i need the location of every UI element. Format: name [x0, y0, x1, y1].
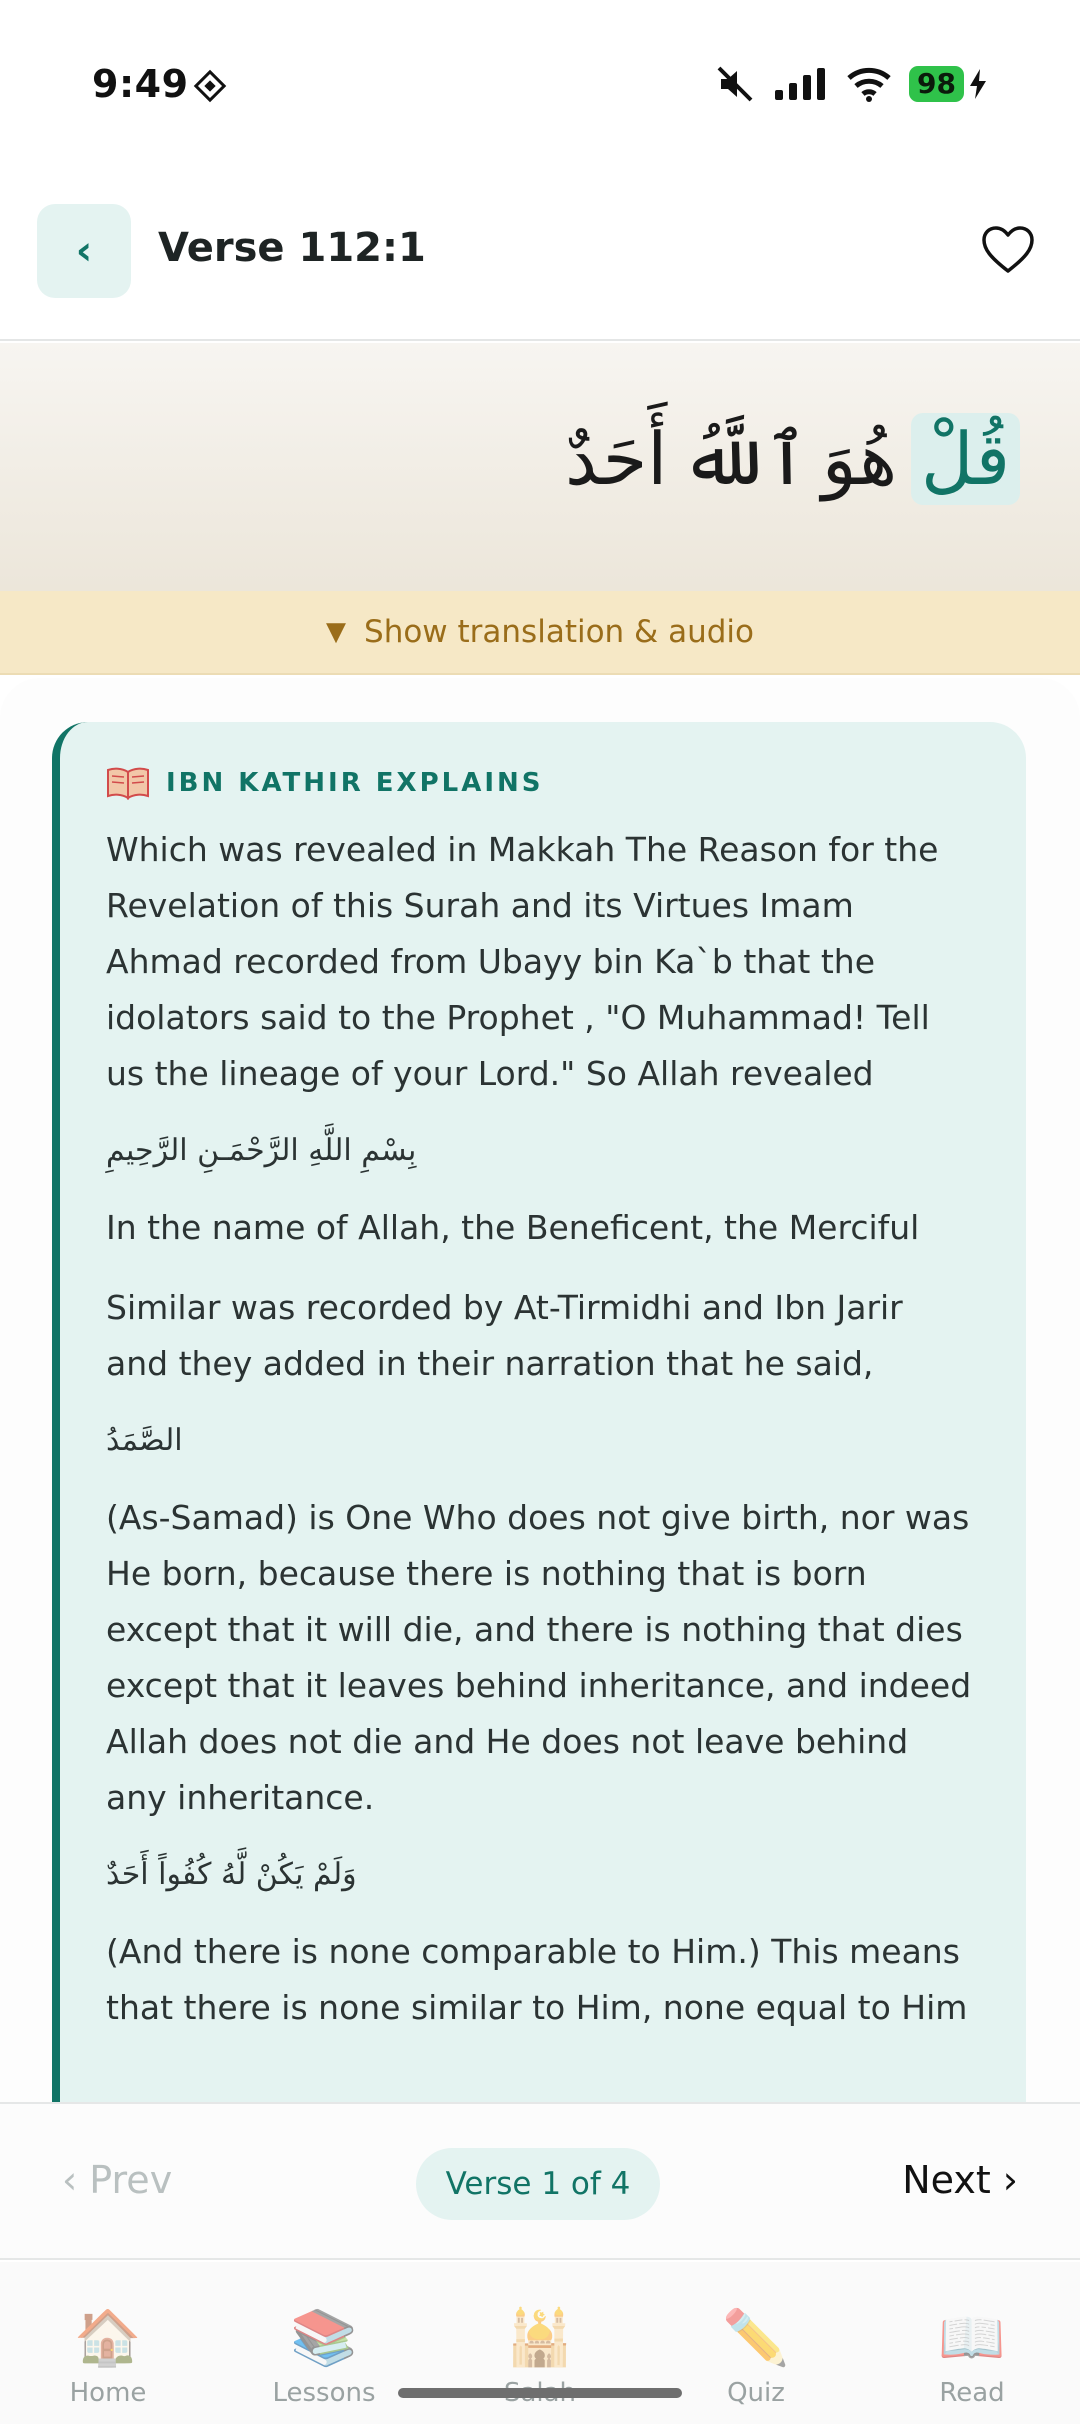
verse-position-badge: Verse 1 of 4 — [416, 2148, 660, 2220]
nav-label: Quiz — [727, 2378, 785, 2408]
toggle-label: Show translation & audio — [364, 614, 754, 650]
prev-button[interactable]: ‹ Prev — [62, 2158, 173, 2202]
page-title: Verse 112:1 — [158, 225, 426, 271]
nav-label: Read — [939, 2378, 1005, 2408]
tafsir-arabic-quote: بِسْمِ اللَّهِ الرَّحْمَـنِ الرَّحِيمِ — [106, 1133, 417, 1168]
verse-arabic-banner — [0, 343, 1080, 591]
tafsir-card — [52, 722, 1026, 2102]
home-icon: 🏠 — [74, 2306, 142, 2369]
charging-icon — [968, 68, 988, 100]
status-bar — [0, 0, 1080, 175]
pencil-icon: ✏️ — [722, 2306, 790, 2369]
signal-icon — [773, 66, 829, 102]
bottom-navigation — [0, 2262, 1080, 2424]
nav-item-read[interactable] — [864, 2262, 1080, 2424]
next-button[interactable]: Next › — [902, 2158, 1018, 2202]
status-icons — [715, 64, 988, 104]
battery-level: 98 — [909, 66, 964, 102]
chevron-left-icon: ‹ — [75, 228, 93, 274]
verse-word[interactable]: هُوَ — [821, 417, 898, 501]
tafsir-paragraph: Similar was recorded by At-Tirmidhi and Ibn Jarir and they added in their narration that he said, — [106, 1288, 903, 1383]
nav-label: Home — [69, 2378, 147, 2408]
tafsir-paragraph: (And there is none comparable to Him.) This means that there is none similar to Him, none equal to Him — [106, 1932, 968, 2027]
triangle-down-icon: ▼ — [326, 617, 347, 647]
home-indicator[interactable] — [398, 2388, 682, 2398]
favorite-heart-icon[interactable] — [978, 221, 1038, 281]
app-header — [0, 175, 1080, 341]
nav-item-lessons[interactable] — [216, 2262, 432, 2424]
tafsir-arabic-quote: وَلَمْ يَكُنْ لَّهُ كُفُواً أَحَدٌ — [106, 1857, 357, 1892]
mosque-icon: 🕌 — [506, 2306, 574, 2369]
verse-word[interactable]: ٱللَّهُ — [681, 417, 808, 501]
show-translation-toggle[interactable] — [0, 591, 1080, 675]
tafsir-paragraph: Which was revealed in Makkah The Reason for the Revelation of this Surah and its Virtues Imam Ahmad recorded from Ubayy bin Ka`b that the idolators said to the Prophet , "O Muhammad! Tell us the lineage of your Lord." So Allah revealed — [106, 830, 939, 1093]
open-book-icon: 📖 — [938, 2306, 1006, 2369]
tafsir-scroll-area[interactable] — [0, 678, 1080, 2102]
nav-item-salah[interactable] — [432, 2262, 648, 2424]
back-button[interactable] — [37, 204, 131, 298]
books-icon: 📚 — [290, 2306, 358, 2369]
verse-word[interactable]: أَحَدٌ — [565, 417, 668, 501]
tafsir-paragraph: (As-Samad) is One Who does not give birth, nor was He born, because there is nothing that is born except that it will die, and there is nothing that dies except that it leaves behind inheritance, and indeed Allah does not die and He does not leave behind any inheritance. — [106, 1498, 972, 1817]
tafsir-paragraph: In the name of Allah, the Beneficent, the Merciful — [106, 1208, 920, 1247]
status-time: 9:49 — [92, 62, 189, 106]
nav-label: Lessons — [272, 2378, 376, 2408]
tafsir-arabic-quote: الصَّمَدُ — [106, 1423, 183, 1458]
tafsir-card-header — [106, 766, 974, 800]
app-notification-icon — [192, 68, 228, 104]
mute-icon — [715, 64, 755, 104]
verse-pager — [0, 2102, 1080, 2260]
verse-arabic-text — [565, 413, 1020, 505]
open-book-icon — [106, 766, 150, 800]
nav-item-quiz[interactable] — [648, 2262, 864, 2424]
wifi-icon — [847, 66, 891, 102]
nav-item-home[interactable] — [0, 2262, 216, 2424]
battery-indicator — [909, 66, 988, 102]
verse-word-active[interactable]: قُلْ — [911, 413, 1020, 505]
tafsir-title: IBN KATHIR EXPLAINS — [166, 768, 544, 798]
